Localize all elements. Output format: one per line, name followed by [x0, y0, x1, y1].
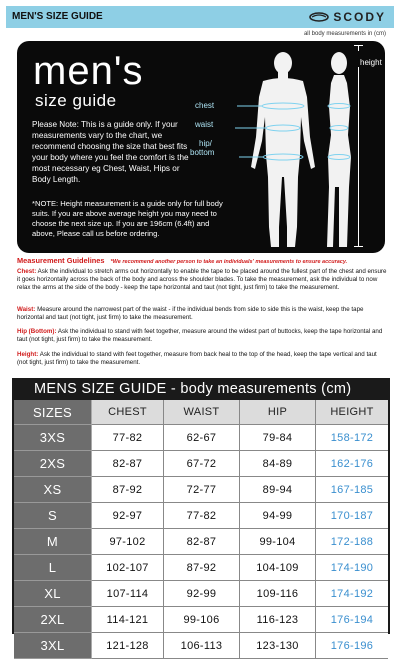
height-line: [358, 45, 359, 247]
height-guideline: [17, 351, 387, 367]
height-label: height: [360, 58, 382, 67]
hip-cell: 99-104: [240, 529, 316, 555]
chest-cell: 92-97: [92, 503, 164, 529]
size-cell: L: [14, 555, 92, 581]
hip-cell: 79-84: [240, 425, 316, 451]
chest-cell: 121-128: [92, 633, 164, 659]
size-cell: 2XL: [14, 607, 92, 633]
waist-guideline: [17, 306, 387, 322]
bottom-label: bottom: [190, 148, 215, 157]
hip-guideline: [17, 328, 387, 344]
table-row: [14, 581, 388, 607]
header-sizes: SIZES: [14, 400, 92, 425]
height-cell: 176-194: [316, 607, 388, 633]
hip-cell: 116-123: [240, 607, 316, 633]
height-cell: 170-187: [316, 503, 388, 529]
height-cell: 174-192: [316, 581, 388, 607]
waist-key: Waist:: [17, 306, 36, 313]
size-table: [12, 378, 390, 653]
size-cell: M: [14, 529, 92, 555]
height-cell: 174-190: [316, 555, 388, 581]
table-grid: [14, 400, 388, 659]
height-tick-bottom: [354, 246, 363, 247]
waist-cell: 106-113: [164, 633, 240, 659]
brand: [309, 9, 386, 25]
chest-cell: 77-82: [92, 425, 164, 451]
guide-title-sub: size guide: [35, 91, 117, 110]
guidelines-note: *We recommend another person to take an individuals' measurements to ensure accuracy.: [110, 259, 348, 265]
page-title: MEN'S SIZE GUIDE: [12, 11, 103, 22]
size-cell: 3XS: [14, 425, 92, 451]
waist-cell: 67-72: [164, 451, 240, 477]
chest-cell: 87-92: [92, 477, 164, 503]
hip-label: hip/: [199, 139, 212, 148]
height-text: Ask the individual to stand with feet together, measure from back heal to the top of the head, keep the tape vertical and taut (not tight, just firm) to take the measurement.: [17, 351, 377, 366]
table-row: [14, 633, 388, 659]
hip-cell: 84-89: [240, 451, 316, 477]
hip-cell: 104-109: [240, 555, 316, 581]
waist-cell: 72-77: [164, 477, 240, 503]
chest-key: Chest:: [17, 268, 37, 275]
waist-cell: 87-92: [164, 555, 240, 581]
table-row: [14, 607, 388, 633]
guide-note: Please Note: This is a guide only. If your measurements vary to the chart, we recommend choosing the size that best fits your body where you feel the comfort is the most necessary eg Chest, Waist, Hips or Body Length.: [32, 120, 189, 184]
waist-cell: 99-106: [164, 607, 240, 633]
hip-cell: 123-130: [240, 633, 316, 659]
table-row: [14, 503, 388, 529]
chest-cell: 97-102: [92, 529, 164, 555]
size-cell: S: [14, 503, 92, 529]
hip-cell: 94-99: [240, 503, 316, 529]
table-title: MENS SIZE GUIDE - body measurements (cm): [34, 381, 352, 397]
chest-label: chest: [195, 101, 215, 110]
chest-cell: 82-87: [92, 451, 164, 477]
guidelines-heading: [17, 256, 347, 265]
chest-cell: 114-121: [92, 607, 164, 633]
hip-cell: 89-94: [240, 477, 316, 503]
brand-name: SCODY: [333, 10, 386, 24]
table-row: [14, 425, 388, 451]
waist-label: waist: [195, 120, 214, 129]
size-cell: 2XS: [14, 451, 92, 477]
size-guide-panel: [17, 41, 385, 253]
header-hip: HIP: [240, 400, 316, 425]
unit-note: all body measurements in (cm): [303, 31, 386, 37]
brand-logo-icon: [309, 12, 329, 22]
chest-text: Ask the individual to stretch arms out horizontally to enable the tape to be placed around the fullest part of the chest and ensure it goes horizontally across the back of the body and across the shoulder blades. To take the measurement, ask the individual to now relax the arms at the side of the body - keep the tape horizontal and taut (not tight, just firm) to take the measurement.: [17, 268, 387, 291]
waist-cell: 77-82: [164, 503, 240, 529]
size-cell: XS: [14, 477, 92, 503]
height-cell: 172-188: [316, 529, 388, 555]
size-cell: XL: [14, 581, 92, 607]
size-cell: 3XL: [14, 633, 92, 659]
guidelines-title: Measurement Guidelines: [17, 256, 105, 265]
waist-cell: 82-87: [164, 529, 240, 555]
hip-text: Ask the individual to stand with feet together, measure around the widest part of buttocks, keep the tape horizontal and taut (not tight, just firm) to take the measurement.: [17, 328, 383, 343]
height-note: *NOTE: Height measurement is a guide only for full body suits. If you are above average height you may need to choose the next size up. If you are 196cm (6.4ft) and above, Please call us before ordering.: [32, 199, 223, 238]
table-row: [14, 555, 388, 581]
header-waist: WAIST: [164, 400, 240, 425]
chest-cell: 102-107: [92, 555, 164, 581]
height-tick-top: [354, 45, 363, 46]
guide-title-main: men's: [33, 49, 144, 93]
table-header-row: [14, 400, 388, 425]
table-row: [14, 529, 388, 555]
height-cell: 158-172: [316, 425, 388, 451]
height-cell: 162-176: [316, 451, 388, 477]
hip-key: Hip (Bottom):: [17, 328, 57, 335]
height-cell: 167-185: [316, 477, 388, 503]
front-body-figure-icon: [207, 47, 327, 253]
table-row: [14, 451, 388, 477]
table-row: [14, 477, 388, 503]
height-key: Height:: [17, 351, 39, 358]
waist-cell: 92-99: [164, 581, 240, 607]
chest-guideline: [17, 268, 387, 292]
hip-cell: 109-116: [240, 581, 316, 607]
waist-cell: 62-67: [164, 425, 240, 451]
side-body-figure-icon: [317, 47, 361, 253]
waist-text: Measure around the narrowest part of the waist - if the individual bends from side to side this is the waist, keep the tape horizontal and taut (not tight, just firm) to take the measurement.: [17, 306, 364, 321]
chest-cell: 107-114: [92, 581, 164, 607]
header-chest: CHEST: [92, 400, 164, 425]
header-bar: [6, 6, 394, 28]
header-height: HEIGHT: [316, 400, 388, 425]
height-cell: 176-196: [316, 633, 388, 659]
